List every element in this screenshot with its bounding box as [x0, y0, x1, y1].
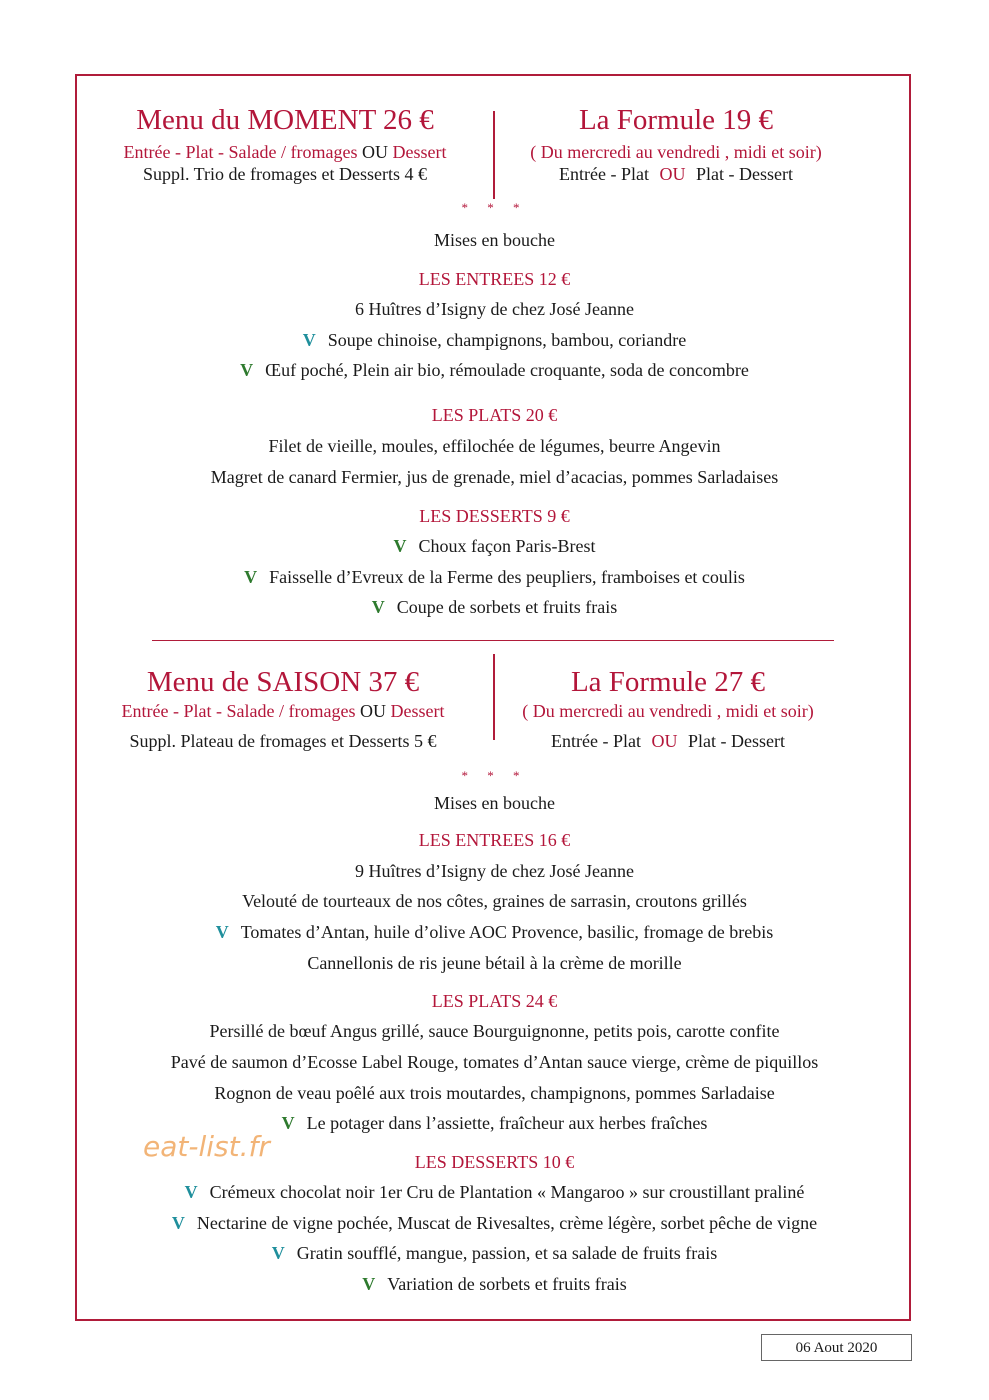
dish-item: Filet de vieille, moules, effilochée de légumes, beurre Angevin	[268, 436, 721, 456]
combo-or: OU	[659, 164, 686, 184]
formule-title: La Formule 27 €	[570, 666, 766, 698]
separator-stars: * * *	[461, 200, 528, 215]
vegetarian-mark: V	[362, 1274, 376, 1294]
separator-stars: * * *	[461, 768, 528, 783]
section-desserts: LES DESSERTS 9 €	[419, 506, 570, 526]
vegetarian-mark: V	[393, 536, 407, 556]
dessert-label: Dessert	[392, 142, 447, 162]
combo-or: OU	[651, 731, 678, 751]
header-divider	[493, 111, 495, 199]
section-plats: LES PLATS 20 €	[431, 405, 558, 425]
dish-item: V Crémeux chocolat noir 1er Cru de Plantation « Mangaroo » sur croustillant praliné	[184, 1182, 805, 1202]
supplement-note: Suppl. Trio de fromages et Desserts 4 €	[143, 164, 427, 184]
dish-item: V Faisselle d’Evreux de la Ferme des peupliers, framboises et coulis	[244, 567, 745, 587]
dish-item: Cannellonis de ris jeune bétail à la crème de morille	[307, 953, 682, 973]
or-label: OU	[361, 142, 388, 162]
amuse-bouche: Mises en bouche	[434, 793, 555, 813]
section-entrees: LES ENTREES 16 €	[418, 830, 571, 850]
amuse-bouche: Mises en bouche	[434, 230, 555, 250]
combo-a: Entrée - Plat	[559, 164, 649, 184]
courses-label: Entrée - Plat - Salade / fromages	[123, 142, 358, 162]
section-desserts: LES DESSERTS 10 €	[414, 1152, 575, 1172]
menu-moment-title: Menu du MOMENT 26 €	[136, 104, 434, 136]
or-label: OU	[359, 701, 386, 721]
dish-item: V Œuf poché, Plein air bio, rémoulade croquante, soda de concombre	[240, 360, 749, 380]
vegetarian-mark: V	[171, 1213, 185, 1233]
dish-item: V Choux façon Paris-Brest	[393, 536, 596, 556]
vegetarian-mark: V	[281, 1113, 295, 1133]
formule-days: ( Du mercredi au vendredi , midi et soir)	[530, 142, 822, 162]
vegetarian-mark: V	[244, 567, 258, 587]
date-box: 06 Aout 2020	[761, 1334, 912, 1361]
combo-b: Plat - Dessert	[687, 731, 785, 751]
vegetarian-mark: V	[302, 330, 316, 350]
dish-item: Rognon de veau poêlé aux trois moutardes, champignons, pommes Sarladaise	[214, 1083, 775, 1103]
combo-b: Plat - Dessert	[695, 164, 793, 184]
formule-27-header	[490, 666, 846, 752]
watermark: eat-list.fr	[143, 1130, 270, 1163]
formule-days: ( Du mercredi au vendredi , midi et soir)	[522, 701, 814, 721]
dish-item: V Le potager dans l’assiette, fraîcheur aux herbes fraîches	[281, 1113, 708, 1133]
dish-item: V Nectarine de vigne pochée, Muscat de Rivesaltes, crème légère, sorbet pêche de vigne	[171, 1213, 818, 1233]
vegetarian-mark: V	[371, 597, 385, 617]
menu-saison-header	[88, 666, 478, 752]
vegetarian-mark: V	[240, 360, 254, 380]
dish-item: Velouté de tourteaux de nos côtes, graines de sarrasin, croutons grillés	[242, 891, 747, 911]
vegetarian-mark: V	[184, 1182, 198, 1202]
supplement-note: Suppl. Plateau de fromages et Desserts 5 €	[129, 731, 437, 751]
dish-item: V Variation de sorbets et fruits frais	[362, 1274, 627, 1294]
section-entrees: LES ENTREES 12 €	[418, 269, 571, 289]
courses-label: Entrée - Plat - Salade / fromages	[121, 701, 356, 721]
dish-item: 6 Huîtres d’Isigny de chez José Jeanne	[355, 299, 634, 319]
vegetarian-mark: V	[271, 1243, 285, 1263]
vegetarian-mark: V	[215, 922, 229, 942]
menu-divider	[152, 640, 834, 641]
formule-19-header	[498, 104, 854, 185]
combo-a: Entrée - Plat	[551, 731, 641, 751]
menu-saison-title: Menu de SAISON 37 €	[146, 666, 420, 698]
dish-item: Pavé de saumon d’Ecosse Label Rouge, tomates d’Antan sauce vierge, crème de piquillos	[170, 1052, 819, 1072]
dish-item: V Gratin soufflé, mangue, passion, et sa salade de fruits frais	[271, 1243, 718, 1263]
section-plats: LES PLATS 24 €	[431, 991, 558, 1011]
menu-moment-header	[90, 104, 480, 185]
dish-item: Persillé de bœuf Angus grillé, sauce Bourguignonne, petits pois, carotte confite	[209, 1021, 780, 1041]
formule-title: La Formule 19 €	[578, 104, 774, 136]
dish-item: V Soupe chinoise, champignons, bambou, coriandre	[302, 330, 687, 350]
dessert-label: Dessert	[390, 701, 445, 721]
dish-item: 9 Huîtres d’Isigny de chez José Jeanne	[355, 861, 634, 881]
dish-item: Magret de canard Fermier, jus de grenade, miel d’acacias, pommes Sarladaises	[210, 467, 779, 487]
dish-item: V Coupe de sorbets et fruits frais	[371, 597, 618, 617]
dish-item: V Tomates d’Antan, huile d’olive AOC Provence, basilic, fromage de brebis	[215, 922, 774, 942]
